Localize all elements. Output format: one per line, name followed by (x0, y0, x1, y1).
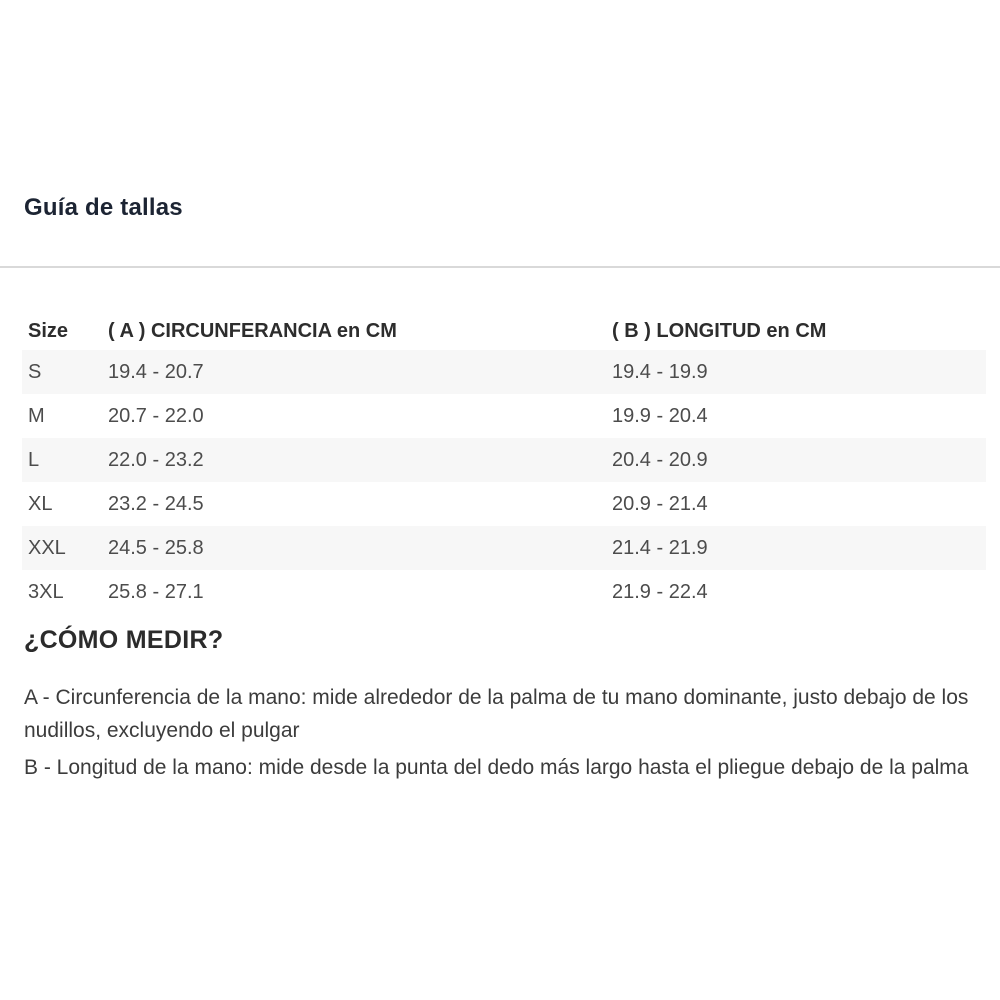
length-cell: 21.4 - 21.9 (612, 526, 986, 570)
circumference-cell: 25.8 - 27.1 (108, 580, 204, 603)
length-cell: 19.4 - 19.9 (612, 350, 986, 394)
table-row (22, 570, 986, 614)
size-cell: S (22, 350, 108, 394)
size-cell: M (28, 404, 45, 427)
table-header-row (22, 312, 986, 350)
size-cell: L (22, 438, 108, 482)
size-chart-table (22, 312, 986, 614)
table-row (22, 438, 986, 482)
section-divider (0, 266, 1000, 268)
table-row (22, 350, 986, 394)
how-to-measure-text (24, 681, 976, 788)
circumference-cell: 24.5 - 25.8 (108, 526, 612, 570)
measure-instruction-b: B - Longitud de la mano: mide desde la punta del dedo más largo hasta el pliegue debajo de la palma (24, 756, 969, 779)
size-cell: XL (28, 492, 53, 515)
table-row (22, 394, 986, 438)
size-cell: 3XL (28, 580, 64, 603)
circumference-cell: 22.0 - 23.2 (108, 438, 612, 482)
circumference-cell: 20.7 - 22.0 (108, 404, 204, 427)
column-header-size: Size (28, 319, 69, 342)
page-title: Guía de tallas (24, 194, 183, 221)
length-cell: 21.9 - 22.4 (612, 580, 708, 603)
column-header-length: ( B ) LONGITUD en CM (612, 319, 827, 342)
table-row (22, 526, 986, 570)
length-cell: 20.9 - 21.4 (612, 492, 708, 515)
length-cell: 20.4 - 20.9 (612, 438, 986, 482)
how-to-measure-heading: ¿CÓMO MEDIR? (24, 626, 224, 654)
circumference-cell: 19.4 - 20.7 (108, 350, 612, 394)
table-row (22, 482, 986, 526)
size-cell: XXL (22, 526, 108, 570)
column-header-circumference: ( A ) CIRCUNFERANCIA en CM (108, 319, 397, 342)
length-cell: 19.9 - 20.4 (612, 404, 708, 427)
measure-instruction-a: A - Circunferencia de la mano: mide alrededor de la palma de tu mano dominante, justo debajo de los nudillos, excluyendo el pulgar (24, 686, 969, 742)
circumference-cell: 23.2 - 24.5 (108, 492, 204, 515)
